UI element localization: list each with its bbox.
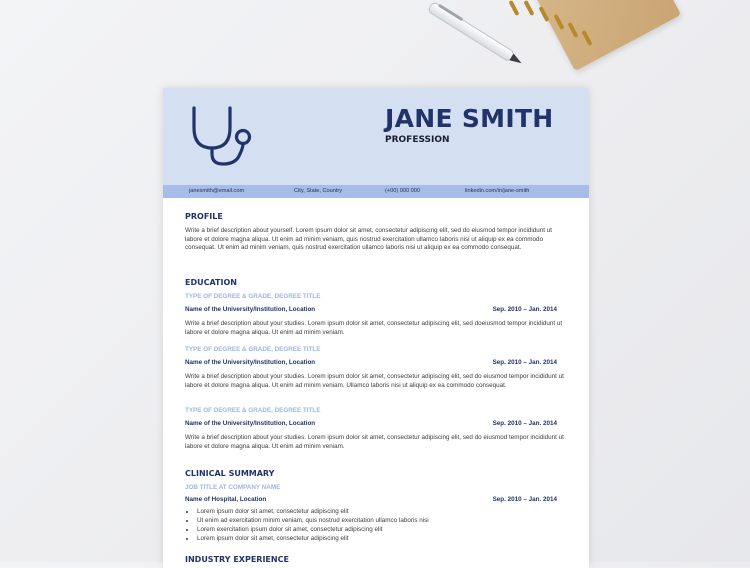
- education-dates: Sep. 2010 – Jan. 2014: [492, 359, 557, 366]
- pen-tip: [509, 53, 523, 66]
- contact-bar: [163, 185, 589, 198]
- contact-linkedin: linkedin.com/in/jane-smith: [465, 188, 530, 194]
- pen-clip: [438, 4, 463, 21]
- education-dates: Sep. 2010 – Jan. 2014: [492, 306, 557, 313]
- profile-text: Write a brief description about yourself. Lorem ipsum dolor sit amet, consectetur adipiscing elit, sed do eiusmod tempor incididunt ut labore et dolore magna aliqua. Ut enim ad minim veniam, quis nostrud exercitation ullamco laboris nisi ut aliquip ex ea commodo consequat. Ut enim ad minim veniam, quis nostrud exercitation ullamco laboris nisi ut aliquip ex ea commodo consequat.: [185, 227, 553, 251]
- section-title-clinical-summary: CLINICAL SUMMARY: [185, 469, 275, 478]
- resume-header: [163, 88, 589, 185]
- stethoscope-icon: [189, 104, 255, 166]
- contact-location: City, State, Country: [294, 188, 343, 194]
- pen-decoration: [427, 1, 516, 63]
- resume-page: [163, 88, 589, 568]
- clinical-bullet: • Lorem ipsum dolor sit amet, consectetur adipiscing elit: [196, 534, 429, 543]
- institution-name: Name of the University/Institution, Location: [185, 359, 316, 366]
- section-title-education: EDUCATION: [185, 278, 237, 287]
- resume-name: JANE SMITH: [385, 104, 554, 133]
- notebook-spiral: [508, 0, 519, 16]
- hospital-name: Name of Hospital, Location: [185, 496, 267, 503]
- clinical-bullet-list: [185, 507, 429, 543]
- degree-title: TYPE OF DEGREE & GRADE, DEGREE TITLE: [185, 293, 321, 300]
- institution-name: Name of the University/Institution, Location: [185, 306, 316, 313]
- education-dates: Sep. 2010 – Jan. 2014: [492, 420, 557, 427]
- notebook-spiral: [523, 0, 534, 16]
- job-title: JOB TITLE AT COMPANY NAME: [185, 484, 281, 491]
- contact-email: janesmith@email.com: [189, 188, 245, 194]
- contact-phone: (+00) 000 000: [385, 188, 420, 194]
- section-title-industry-experience: INDUSTRY EXPERIENCE: [185, 555, 289, 564]
- education-description: Write a brief description about your studies. Lorem ipsum dolor sit amet, consectetur adipiscing elit, sed doeiusmod tempor incididunt ut labore et dolore magna aliqua. Ut enim ad minim veniam.: [185, 320, 563, 336]
- clinical-bullet: • Lorem ipsum dolor sit amet, consectetur adipiscing elit: [196, 507, 429, 516]
- degree-title: TYPE OF DEGREE & GRADE, DEGREE TITLE: [185, 346, 321, 353]
- degree-title: TYPE OF DEGREE & GRADE, DEGREE TITLE: [185, 407, 321, 414]
- section-title-profile: PROFILE: [185, 212, 223, 221]
- institution-name: Name of the University/Institution, Location: [185, 420, 316, 427]
- education-description: Write a brief description about your studies. Lorem ipsum dolor sit amet, consectetur adipiscing elit, sed do eiusmod tempor incididunt ut labore et dolore magna aliqua. Ut enim ad minim veniam. Ullamco laboris nisi ut aliquip ex ea commodo consequat.: [185, 373, 564, 389]
- clinical-bullet: • Ut enim ad exercitation minim veniam, quis nostrud exercitation ullamco laboris nisi: [196, 516, 429, 525]
- clinical-bullet: • Lorem exercitation ipsum dolor sit amet, consectetur adipiscing elit: [196, 525, 429, 534]
- resume-profession: PROFESSION: [385, 135, 450, 145]
- education-description: Write a brief description about your studies. Lorem ipsum dolor sit amet, consectetur adipiscing elit, sed do eiusmod tempor incididunt ut labore et dolore magna aliqua. Ut enim ad minim veniam.: [185, 434, 564, 450]
- clinical-dates: Sep. 2010 – Jan. 2014: [492, 496, 557, 503]
